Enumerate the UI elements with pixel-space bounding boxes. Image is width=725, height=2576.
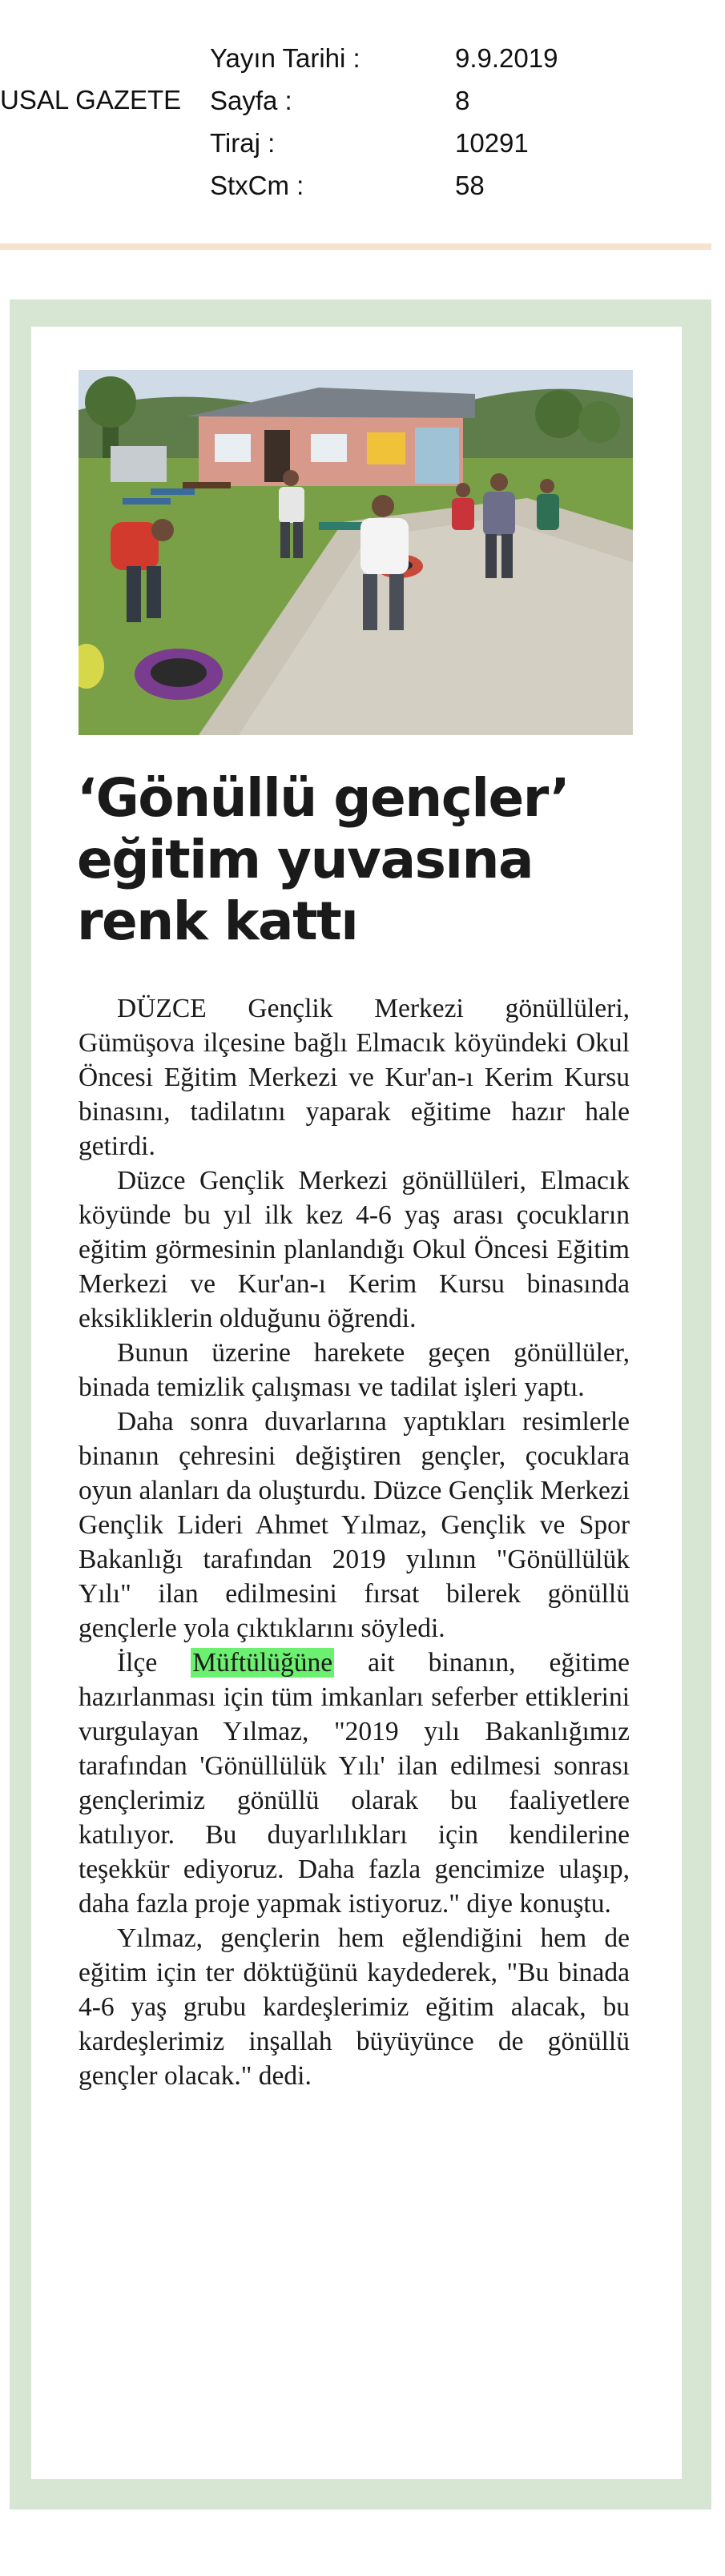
circulation-label: Tiraj : <box>210 128 276 158</box>
paragraph-1 <box>79 991 630 1163</box>
page-value: 8 <box>455 86 470 115</box>
paragraph-6: Yılmaz, gençlerin hem eğlendiğini hem de eğitim için ter döktüğünü kaydederek, "Bu binada 4-6 yaş grubu kardeşlerimiz eğitim alacak, bu kardeşlerimiz inşallah büyüyünce de gönüllü gençler olacak." dedi. <box>79 1923 630 2091</box>
paragraph-1-text: Gençlik Merkezi gönüllüleri, Gümüşova ilçesine bağlı Elmacık köyündeki Okul Öncesi Eğitim Merkezi ve Kur'an-ı Kerim Kursu binasını, tadilatını yaparak eğitime hazır hale getirdi. <box>79 994 630 1161</box>
article-body <box>79 991 630 2093</box>
date-label: Yayın Tarihi : <box>210 43 360 73</box>
circulation-value: 10291 <box>455 128 529 158</box>
highlighted-keyword: Müftülüğüne <box>192 1648 333 1678</box>
paragraph-5 <box>79 1646 630 1921</box>
column-cm-label: StxCm : <box>210 171 304 200</box>
meta-labels <box>210 37 360 207</box>
paragraph-5-start: İlçe <box>117 1648 191 1678</box>
paragraph-3: Bunun üzerine harekete geçen gönüllüler, binada temizlik çalışması ve tadilat işleri yaptı. <box>79 1338 630 1402</box>
article-headline <box>77 767 654 952</box>
headline-line-3: renk kattı <box>77 890 358 952</box>
date-value: 9.9.2019 <box>455 43 558 73</box>
meta-values <box>455 37 558 207</box>
paragraph-2: Düzce Gençlik Merkezi gönüllüleri, Elmacık köyünde bu yıl ilk kez 4-6 yaş arası çocukların eğitim görmesinin planlandığı Okul Öncesi Eğitim Merkezi ve Kur'an-ı Kerim Kursu binasında eksikliklerin olduğunu öğrendi. <box>79 1166 630 1333</box>
paragraph-4: Daha sonra duvarlarına yaptıkları resimlerle binanın çehresini değiştiren gençler, çocuklara oyun alanları da oluşturdu. Düzce Gençlik Merkezi Gençlik Lideri Ahmet Yılmaz, Gençlik ve Spor Bakanlığı tarafından 2019 yılının "Gönüllülük Yılı" ilan edilmesini fırsat bilerek gönüllü gençlerle yola çıktıklarını söyledi. <box>79 1407 630 1643</box>
article-photo <box>79 370 633 735</box>
page-label: Sayfa : <box>210 86 292 115</box>
paragraph-5-text: ait binanın, eğitime hazırlanması için tüm imkanları seferber ettiklerini vurgulayan Yılmaz, "2019 yılı Bakanlığımız tarafından 'Gönüllülük Yılı' ilan edilmesi sonrası gençlerimiz gönüllü olarak bu faaliyetlere katılıyor. Bu duyarlılıkları için kendilerine teşekkür ediyoruz. Daha fazla gencimize ulaşıp, daha fazla proje yapmak istiyoruz." diye konuştu. <box>79 1648 630 1919</box>
paragraph-1-lead: DÜZCE <box>117 994 207 1023</box>
header-divider <box>0 243 711 250</box>
headline-line-2: eğitim yuvasına <box>77 829 534 890</box>
column-cm-value: 58 <box>455 171 485 200</box>
publication-name: USAL GAZETE <box>0 85 182 115</box>
headline-line-1: ‘Gönüllü gençler’ <box>77 767 570 829</box>
